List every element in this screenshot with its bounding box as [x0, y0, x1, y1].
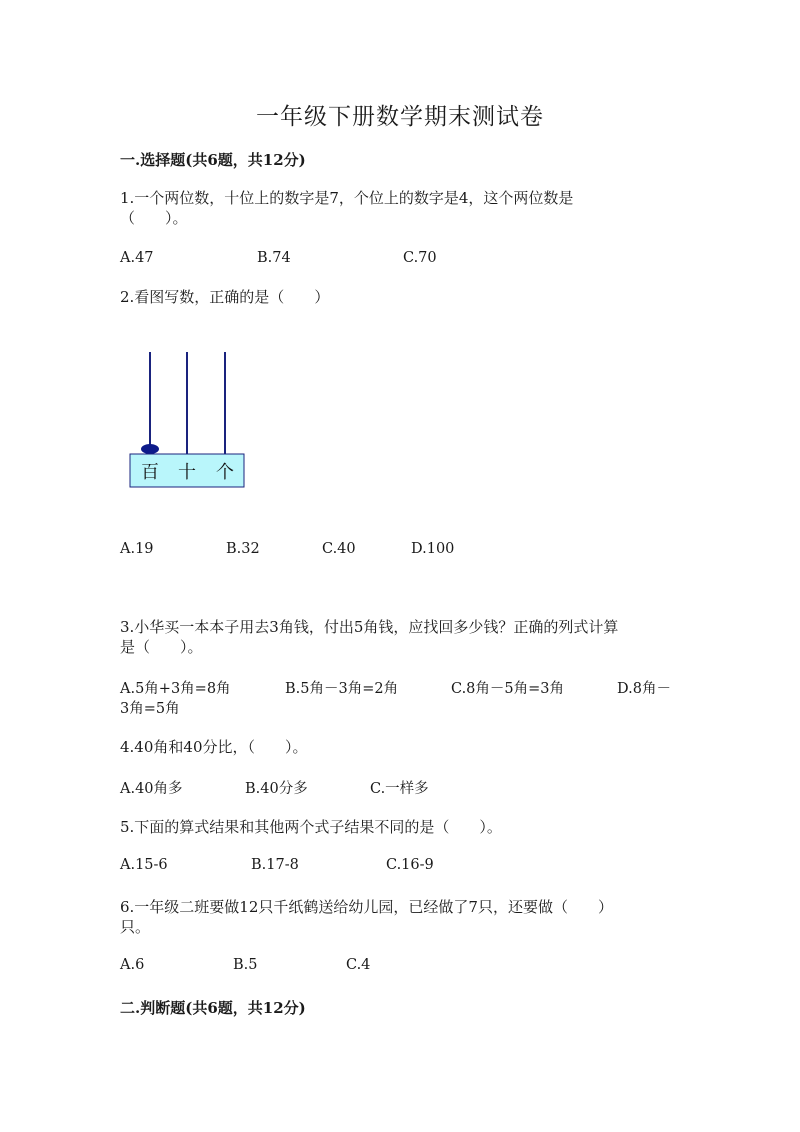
question-6-option-b[interactable]: B.5 — [233, 957, 258, 973]
question-1-text-cont: （ ）。 — [120, 209, 188, 227]
abacus-label-tens: 十 — [178, 462, 196, 483]
question-6-text-cont: 只。 — [120, 918, 151, 936]
question-1-option-a[interactable]: A.47 — [120, 250, 154, 266]
section-heading-choice: 一.选择题(共6题，共12分) — [120, 151, 306, 169]
question-3-option-d[interactable]: D.8角－ — [617, 681, 671, 697]
question-3-option-a[interactable]: A.5角+3角=8角 — [120, 681, 231, 697]
question-5-option-c[interactable]: C.16-9 — [386, 857, 434, 873]
question-6-text: 6.一年级二班要做12只千纸鹤送给幼儿园，已经做了7只，还要做（ ） — [120, 898, 613, 916]
question-2-text: 2.看图写数，正确的是（ ） — [120, 288, 330, 306]
question-3-option-d-cont[interactable]: 3角=5角 — [120, 701, 180, 717]
question-2-option-a[interactable]: A.19 — [120, 541, 154, 557]
question-5-option-a[interactable]: A.15-6 — [120, 857, 168, 873]
question-5-text: 5.下面的算式结果和其他两个式子结果不同的是（ ）。 — [120, 818, 502, 836]
question-4-text: 4.40角和40分比，（ ）。 — [120, 738, 308, 756]
question-1-option-c[interactable]: C.70 — [403, 250, 437, 266]
question-4-option-a[interactable]: A.40角多 — [120, 781, 183, 797]
question-3-option-c[interactable]: C.8角－5角=3角 — [451, 681, 565, 697]
question-1-option-b[interactable]: B.74 — [257, 250, 291, 266]
abacus-label-ones: 个 — [216, 462, 234, 483]
page-title: 一年级下册数学期末测试卷 — [256, 104, 544, 130]
question-2-option-c[interactable]: C.40 — [322, 541, 356, 557]
question-2-option-b[interactable]: B.32 — [226, 541, 260, 557]
question-4-option-b[interactable]: B.40分多 — [245, 781, 308, 797]
question-3-text-cont: 是（ ）。 — [120, 638, 203, 656]
question-3-text: 3.小华买一本本子用去3角钱，付出5角钱，应找回多少钱？正确的列式计算 — [120, 618, 619, 636]
question-1-text: 1.一个两位数，十位上的数字是7，个位上的数字是4，这个两位数是 — [120, 189, 574, 207]
section-heading-true-false: 二.判断题(共6题，共12分) — [120, 999, 306, 1017]
question-4-option-c[interactable]: C.一样多 — [370, 781, 429, 797]
abacus-figure — [128, 348, 248, 490]
question-6-option-a[interactable]: A.6 — [120, 957, 145, 973]
question-3-option-b[interactable]: B.5角－3角=2角 — [285, 681, 399, 697]
abacus-label-hundreds: 百 — [141, 462, 159, 483]
question-2-option-d[interactable]: D.100 — [411, 541, 455, 557]
question-6-option-c[interactable]: C.4 — [346, 957, 371, 973]
abacus-bead-hundreds — [141, 444, 159, 454]
question-5-option-b[interactable]: B.17-8 — [251, 857, 299, 873]
